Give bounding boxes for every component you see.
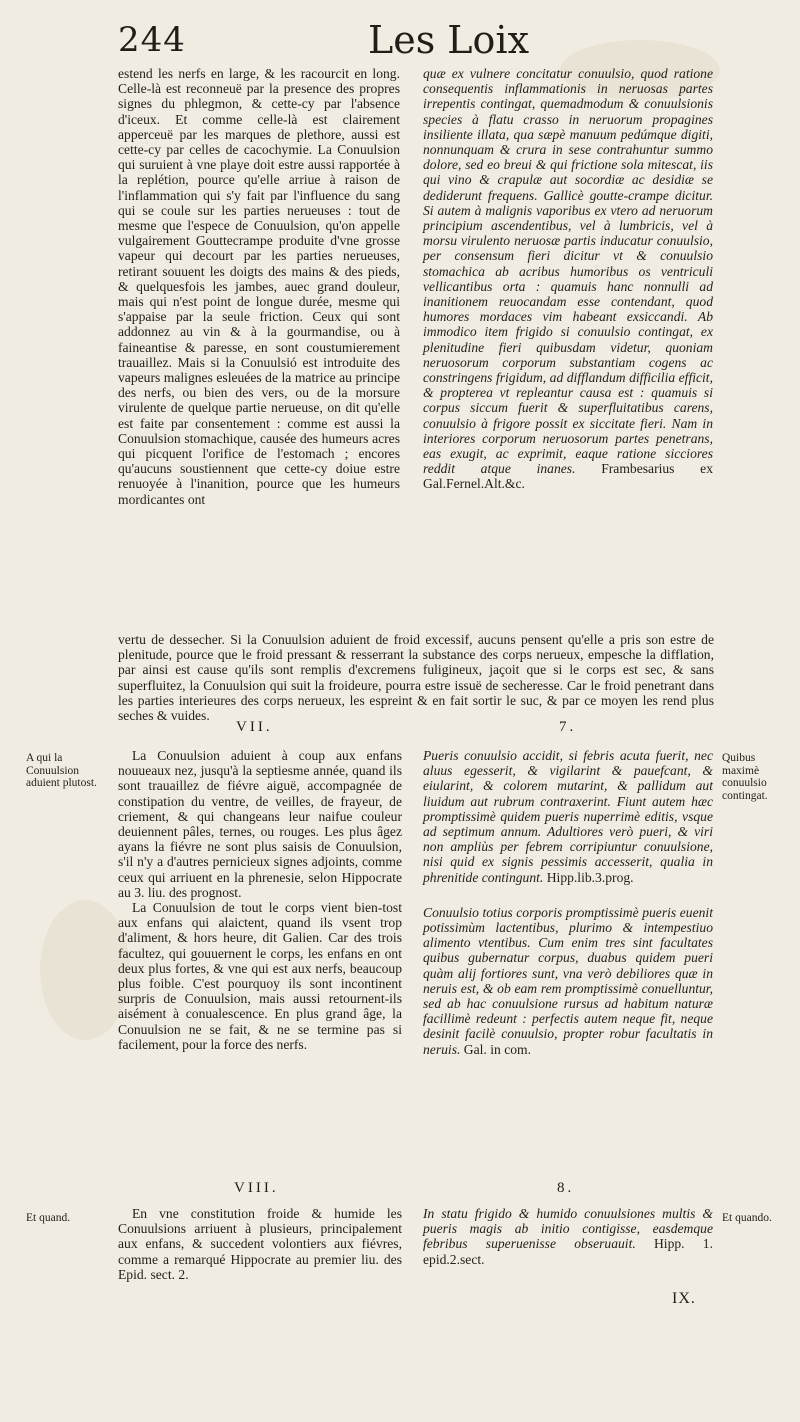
latin-source: Gal. in com. <box>463 1041 531 1057</box>
french-column-section-8 <box>118 1206 402 1282</box>
section-number-arabic: 7. <box>559 719 577 735</box>
page-number: 244 <box>118 20 186 60</box>
latin-column-section-7 <box>423 748 713 1057</box>
latin-column-section-8 <box>423 1206 713 1267</box>
section-number-arabic: 8. <box>557 1180 575 1196</box>
latin-source: Hipp.lib.3.prog. <box>546 869 634 885</box>
section-number-roman: VII. <box>236 719 273 735</box>
latin-paragraph: In statu frigido & humido conuulsiones multis & pueris magis ab initio contigisse, easdemque febribus superuenisse obseruauit. Hipp. 1. epid.2.sect. <box>423 1206 713 1267</box>
french-full-width <box>118 632 714 723</box>
margin-note-left: A qui la Conuulsion aduient plutost. <box>26 752 97 790</box>
latin-source: Hipp. 1. epid.2.sect. <box>423 1236 713 1267</box>
french-paragraph: En vne constitution froide & humide les Conuulsions arriuent à plusieurs, principalement aux enfans, & succedent volontiers aux fiévres, comme a remarqué Hippocrate au premier liu. des Epid. sect. 2. <box>118 1206 402 1282</box>
latin-column-top <box>423 66 713 492</box>
latin-paragraph: Conuulsio totius corporis promptissimè pueris euenit potissimùm lactentibus, plurimo & intempestiuo alimento vtentibus. Cum enim tres sint facultates quibus gubernatur corpus, duabus quidem pueri quàm alij fortiores sunt, vna verò debiliores quæ in neruis est, & ob eam rem promptissimè conuelluntur, sed ab hac conuulsione rursus ad habitum naturæ facillimè redeunt : perfectis autem neque fit, neque desinit facilè conuulsio, propter robur facultatis in neruis. Gal. in com. <box>423 904 713 1057</box>
running-title: Les Loix <box>368 18 529 62</box>
paper-stain <box>40 900 130 1040</box>
french-paragraph: La Conuulsion aduient à coup aux enfans nouueaux nez, jusqu'à la septiesme année, quand ils sont trauaillez de fiévre aiguë, accompagnée de constipation du ventre, de veilles, de frayeur, de criement, & qui changeans leur naifue couleur deuiennent pâles, ternes, ou rouges. Les plus âgez ayans la fiévre ne sont plus saisis de Conuulsion, s'il n'y a d'autres pernicieux signes adjoints, comme ceux qui arriuent en la phrenesie, selon Hippocrate au 3. liu. des prognost. <box>118 748 402 900</box>
section-number-roman: VIII. <box>234 1180 279 1196</box>
french-paragraph: La Conuulsion de tout le corps vient bien-tost aux enfans qui alaictent, quand ils vsent trop d'aliment, & hors heure, dit Galien. Car des trois facultez, qui gouuernent le corps, les enfans en ont deux plus fortes, & vne qui est aux nerfs, beaucoup plus foible. C'est pourquoy ils sont incontinent surpris de Conuulsion, mais aussi retournent-ils aisément à conualescence. En plus grand âge, la Conuulsion ne se fait, & ne se termine pas si facilement, pour la force des nerfs. <box>118 900 402 1052</box>
margin-note-right: Quibus maximè conuulsio contingat. <box>722 752 768 802</box>
french-column-section-7 <box>118 748 402 1052</box>
french-paragraph: estend les nerfs en large, & les racourcit en long. Celle-là est reconneuë par la presence des propres signes du phlegmon, & cette-cy par l'absence d'iceux. Et comme celle-là est clairement apperceuë par les marques de plethore, aussi est cette-cy par celles de cacochymie. La Conuulsion qui suruient à vne playe doit estre aussi rapportée à la replétion, pource qu'elle arriue à raison de l'inflammation qui s'y fait par l'influence du sang qui se coule sur les parties nerueuses : tout de mesme que l'espece de Conuulsion, qu'on appelle vulgairement Gouttecrampe produite d'vne grosse vapeur qui decourt par les parties nerueuses, retirant souuent les doigts des mains & des pieds, & quelquesfois les jambes, auec grand douleur, mais qui n'est point de longue durée, mesme qui s'appaise par la seule friction. Ceux qui sont addonnez au vin & à la gourmandise, ou à faineantise & paresse, en sont coustumierement trauaillez. Mais si la Conuulsió est introduite des vapeurs malignes esleuées de la matrice au principe des nerfs, ou bien des vers, ou de la morsure virulente de quelque partie nerueuse, on dit qu'elle est faite par consentement : comme est aussi la Conuulsion stomachique, causée des humeurs acres qui picquent l'orifice de l'estomach ; encores qu'aucuns soustiennent que cette-cy doiue estre renuoyée à l'inanition, pource que les humeurs mordicantes ont <box>118 66 400 507</box>
margin-note-left: Et quand. <box>26 1212 71 1224</box>
latin-paragraph: Pueris conuulsio accidit, si febris acuta fuerit, nec aluus egesserit, & vigilarint & pauefcant, & eiularint, & colorem mutarint, & pallidum aut liuidum aut rubrum contraxerint. Fiunt autem hæc promptissimè quidem pueris nuperrimè editis, vsque ad septimum annum. Adultiores verò pueri, & viri non ampliùs per febrem corripiuntur conuulsione, nisi quid ex signis pessimis accesserit, qualia in phrenitide contingunt. Hipp.lib.3.prog. <box>423 748 713 885</box>
latin-paragraph: quæ ex vulnere concitatur conuulsio, quod ratione consequentis inflammationis in neruosas partes irrepentis contingat, quemadmodum & conuulsionis species à flatu crasso in neruorum propagines insiliente illata, qua sæpè manuum pedúmque digiti, nonnunquam & crura in sese contrahuntur summo dolore, sed eo breui & qui frictione sola mitescat, iis qui vino & crapulæ aut socordiæ ac desidiæ se dediderunt frequens. Gallicè goutte-crampe dicitur. Si autem à malignis vaporibus ex vtero ad neruorum principium ascendentibus, vel à lumbricis, vel à morsu virulento neruosæ partis inducatur conuulsio, per consensum fieri dicitur vt & conuulsio stomachica ab acribus humoribus os ventriculi vellicantibus orta : quamuis hanc nonnulli ad inanitionem reuocandam esse contendant, quod humores mordaces vim habeant exsiccandi. Ab immodico item frigido si conuulsio contingat, ex plenitudine fieri quibusdam videtur, quoniam neruosorum corporum substantiam cogens ac constringens frigidum, ad difflandum difficilia efficit, & propterea vt repleantur causa est : quamuis si corpus siccum fuerit & superfluitatibus carens, conuulsio à frigore possit ex siccitate fieri. Nam in interiores corporum neruosorum partes penetrans, eas exugit, ac exprimit, eaque ratione sicciores reddit atque inanes. Frambesarius ex Gal.Fernel.Alt.&c. <box>423 66 714 492</box>
catchword: IX. <box>672 1290 696 1307</box>
french-paragraph: vertu de dessecher. Si la Conuulsion aduient de froid excessif, aucuns pensent qu'elle a pris son estre de plenitude, pource que le froid pressant & resserrant la substance des corps nerueux, empesche la difflation, par ainsi est cause qu'ils sont remplis d'excremens fuligineux, jaçoit que si le corps est sec, & sans superfluitez, la Conuulsion qui suit la froideure, pourra estre issuë de secheresse. Car le froid penetrant dans les parties interieures des corps nerueux, les espreint & en fait sortir le suc, & par ce moyen les rend plus seches & vuides. <box>118 632 714 724</box>
margin-note-right: Et quando. <box>722 1212 772 1224</box>
latin-source: Frambesarius ex Gal.Fernel.Alt.&c. <box>423 461 714 492</box>
french-column-top <box>118 66 400 507</box>
